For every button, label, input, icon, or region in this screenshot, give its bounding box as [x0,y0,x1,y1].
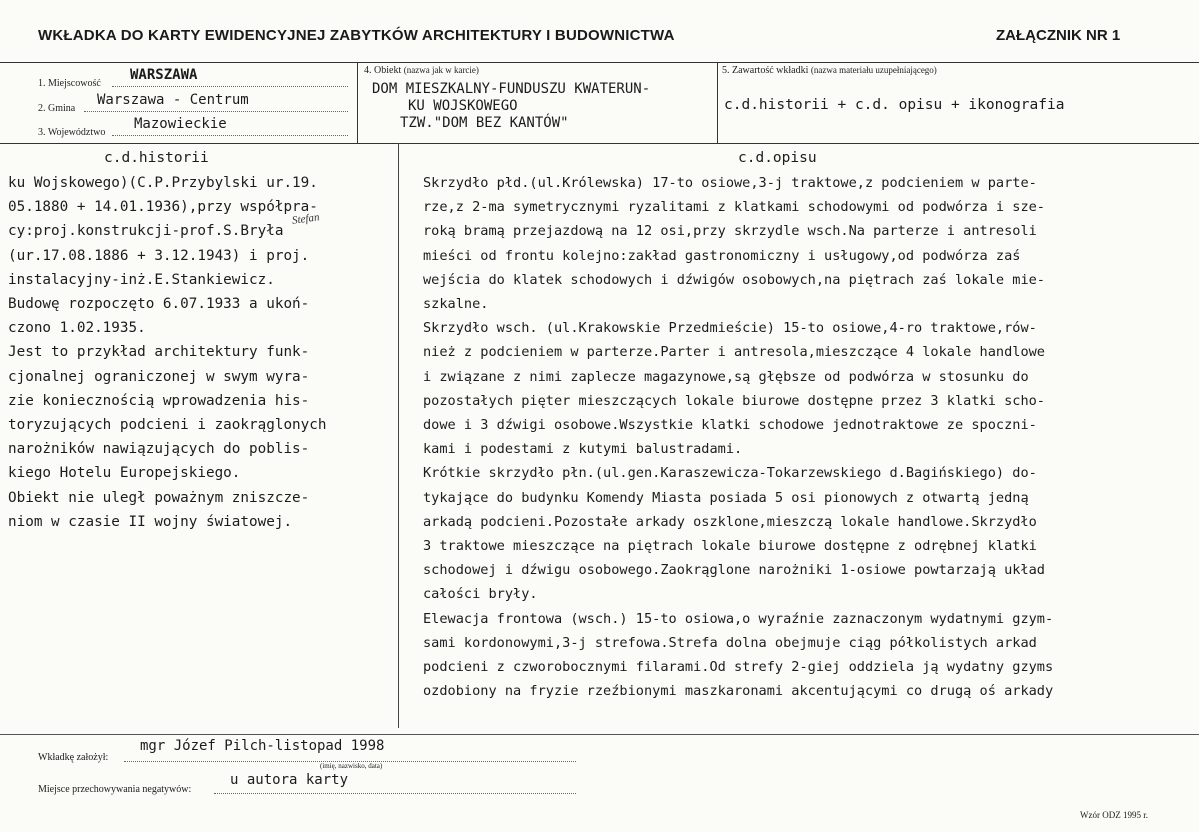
value-locality: WARSZAWA [130,67,198,83]
label-content-text: 5. Zawartość wkładki [722,65,809,76]
locality-underline [112,86,348,87]
text-line: roką bramą przejazdową na 12 osi,przy skrzydle wsch.Na parterze i antresoli [423,223,1037,240]
value-voivodeship: Mazowieckie [134,116,227,132]
form-id: Wzór ODZ 1995 r. [1080,810,1148,820]
made-by-label: Wkładkę założył: [38,752,109,763]
footer-border [0,734,1199,735]
label-object-text: 4. Obiekt [364,65,402,76]
box-bottom-border [0,143,1199,144]
label-object-note: (nazwa jak w karcie) [403,65,479,75]
voivodeship-underline [112,135,348,136]
text-line: wejścia do klatek schodowych i dźwigów osobowych,na piętrach zaś lokale mie- [423,271,1045,288]
text-line: dowe i 3 dźwigi osobowe.Wszystkie klatki schodowe jednotraktowe ze spoczni- [423,417,1037,434]
negatives-value: u autora karty [230,772,349,788]
label-voivodeship: 3. Województwo [38,127,106,138]
text-line: ozdobiony na fryzie rzeźbionymi maszkaronami akcentującymi co drugą oś arkady [423,683,1054,700]
text-line: Skrzydło wsch. (ul.Krakowskie Przedmieście) 15-to osiowe,4-ro traktowe,rów- [423,320,1037,337]
text-line: czono 1.02.1935. [8,320,146,337]
left-column-text [8,171,326,534]
right-column-text [423,171,1199,703]
text-line: instalacyjny-inż.E.Stankiewicz. [8,271,275,288]
object-line: TZW."DOM BEZ KANTÓW" [400,115,569,131]
text-line: Skrzydło płd.(ul.Królewska) 17-to osiowe,3-j traktowe,z podcieniem w parte- [423,175,1037,191]
text-line: Jest to przykład architektury funk- [8,344,310,361]
text-line: schodowej i dźwigu osobowego.Zaokrąglone narożniki 1-osiowe powtarzają układ [423,562,1045,579]
divider-2 [717,62,718,144]
made-by-value: mgr Józef Pilch-listopad 1998 [140,738,385,754]
label-object [364,65,479,76]
top-border [0,62,1199,63]
text-line: cjonalnej ograniczonej w swym wyra- [8,368,310,385]
right-heading: c.d.opisu [738,150,817,166]
commune-underline [84,111,348,112]
text-line: i związane z nimi zaplecze magazynowe,są głębsze od podwórza w stosunku do [423,368,1029,385]
object-name [372,81,707,132]
text-line: Obiekt nie uległ poważnym zniszcze- [8,489,310,506]
text-line: kiego Hotelu Europejskiego. [8,465,241,482]
text-line: ku Wojskowego)(C.P.Przybylski ur.19. [8,175,318,191]
text-line: 05.1880 + 14.01.1936),przy współpra- [8,199,318,216]
handwritten-note: Stefan [291,211,321,227]
text-line: szkalne. [423,296,489,313]
label-content-note: (nazwa materiału uzupełniającego) [810,65,937,75]
label-commune: 2. Gmina [38,103,76,114]
text-line: nież z podcieniem w parterze.Parter i antresola,mieszczące 4 lokale handlowe [423,344,1045,361]
text-line: podcieni z czworobocznymi filarami.Od strefy 2-giej oddziela ją wydatny gzyms [423,659,1054,676]
text-line: cy:proj.konstrukcji-prof.S.Bryła [8,223,284,240]
content-value: c.d.historii + c.d. opisu + ikonografia [724,97,1065,113]
text-line: toryzujących podcieni i zaokrąglonych [8,417,327,434]
text-line: 3 traktowe mieszczące na piętrach lokale biurowe dostępne z odrębnej klatki [423,538,1037,555]
value-commune: Warszawa - Centrum [97,92,249,108]
text-line: Krótkie skrzydło płn.(ul.gen.Karaszewicza-Tokarzewskiego d.Bagińskiego) do- [423,465,1037,482]
text-line: zie koniecznością wprowadzenia his- [8,392,310,409]
text-line: rze,z 2-ma symetrycznymi ryzalitami z klatkami schodowymi od podwórza i sze- [423,199,1045,216]
text-line: Elewacja frontowa (wsch.) 15-to osiowa,o wyraźnie zaznaczonym wydatnymi gzym- [423,610,1054,627]
text-line: kami i podestami z kutymi balustradami. [423,441,743,458]
negatives-underline [214,793,576,794]
form-title: WKŁADKA DO KARTY EWIDENCYJNEJ ZABYTKÓW ARCHITEKTURY I BUDOWNICTWA [38,27,675,44]
object-line: DOM MIESZKALNY-FUNDUSZU KWATERUN- [372,81,651,97]
divider-1 [357,62,358,144]
text-line: pozostałych pięter mieszczących lokale biurowe dostępne przez 3 klatki scho- [423,392,1045,409]
negatives-label: Miejsce przechowywania negatywów: [38,784,192,795]
text-line: sami kordonowymi,3-j strefowa.Strefa dolna obejmuje ciąg półkolistych arkad [423,634,1037,651]
label-content [722,65,937,76]
text-line: całości bryły. [423,586,538,603]
attachment-number: ZAŁĄCZNIK NR 1 [996,27,1121,44]
text-line: arkadą podcieni.Pozostałe arkady oszklone,mieszczą lokale handlowe.Skrzydło [423,513,1037,530]
text-line: narożników nawiązujących do poblis- [8,441,310,458]
made-by-note: (imię, nazwisko, data) [320,762,383,770]
column-divider [398,143,399,728]
label-locality: 1. Miejscowość [38,78,101,89]
left-heading: c.d.historii [104,150,209,166]
text-line: Budowę rozpoczęto 6.07.1933 a ukoń- [8,296,310,313]
text-line: mieści od frontu kolejno:zakład gastronomiczny i usługowy,od podwórza zaś [423,247,1021,264]
text-line: (ur.17.08.1886 + 3.12.1943) i proj. [8,247,310,264]
object-line: KU WOJSKOWEGO [408,98,518,114]
text-line: tykające do budynku Komendy Miasta posiada 5 osi pionowych z otwartą jedną [423,489,1029,506]
text-line: niom w czasie II wojny światowej. [8,513,293,530]
